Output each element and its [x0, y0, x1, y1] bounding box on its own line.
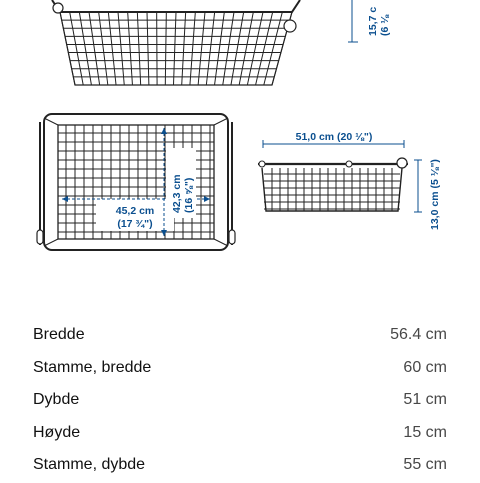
wire-line — [206, 12, 214, 85]
top-height-dimension — [348, 0, 391, 42]
wire-line — [247, 12, 263, 85]
product-specs-list — [0, 320, 480, 483]
inner-width-inch: (17 ¾") — [117, 218, 152, 230]
inner-width-cm: 45,2 cm — [116, 205, 155, 217]
side-height-label: 13,0 cm (5 ⅛") — [429, 159, 441, 230]
spec-label: Dybde — [33, 391, 79, 409]
wire-line — [89, 12, 100, 85]
wire-line — [44, 118, 58, 125]
spec-row-width — [0, 320, 480, 353]
wire-line — [165, 12, 166, 85]
spec-row-frame-width — [0, 353, 480, 386]
wire-line — [190, 12, 195, 85]
wire-line — [147, 12, 149, 85]
wire-line — [223, 12, 234, 85]
spec-label: Stamme, dybde — [33, 456, 145, 474]
side-width-dimension — [263, 131, 404, 148]
wire-line — [108, 12, 116, 85]
wire-line — [60, 12, 75, 85]
wire-line — [215, 12, 225, 85]
wire-line — [182, 12, 186, 85]
spec-label: Høyde — [33, 424, 80, 442]
spec-label: Stamme, bredde — [33, 359, 151, 377]
spec-row-depth — [0, 385, 480, 418]
spec-value: 15 cm — [403, 424, 447, 442]
wire-line — [137, 12, 140, 85]
basket-side-view-illustration — [258, 158, 408, 211]
wire-line — [128, 12, 133, 85]
side-height-dimension — [414, 159, 441, 230]
wire-line — [174, 12, 177, 85]
wire-line — [99, 12, 108, 85]
wire-line — [214, 118, 228, 125]
basket-perspective-illustration — [52, 0, 300, 85]
wire-line — [214, 239, 228, 246]
top-height-label: 15,7 c — [367, 7, 379, 36]
spec-value: 55 cm — [403, 456, 447, 474]
side-width-label: 51,0 cm (20 ⅛") — [296, 131, 373, 143]
spec-value: 56.4 cm — [390, 326, 447, 344]
spec-value: 60 cm — [403, 359, 447, 377]
spec-label: Bredde — [33, 326, 85, 344]
wire-line — [44, 239, 58, 246]
spec-row-height — [0, 418, 480, 451]
wire-line — [198, 12, 205, 85]
inner-depth-inch: (16 ⅝") — [183, 178, 195, 213]
wire-line — [264, 12, 283, 85]
top-height-inch: (6 ⅛ — [379, 14, 391, 36]
spec-row-frame-depth — [0, 450, 480, 483]
inner-depth-cm: 42,3 cm — [171, 174, 183, 213]
wire-line — [256, 12, 273, 85]
wire-line — [118, 12, 124, 85]
spec-value: 51 cm — [403, 391, 447, 409]
